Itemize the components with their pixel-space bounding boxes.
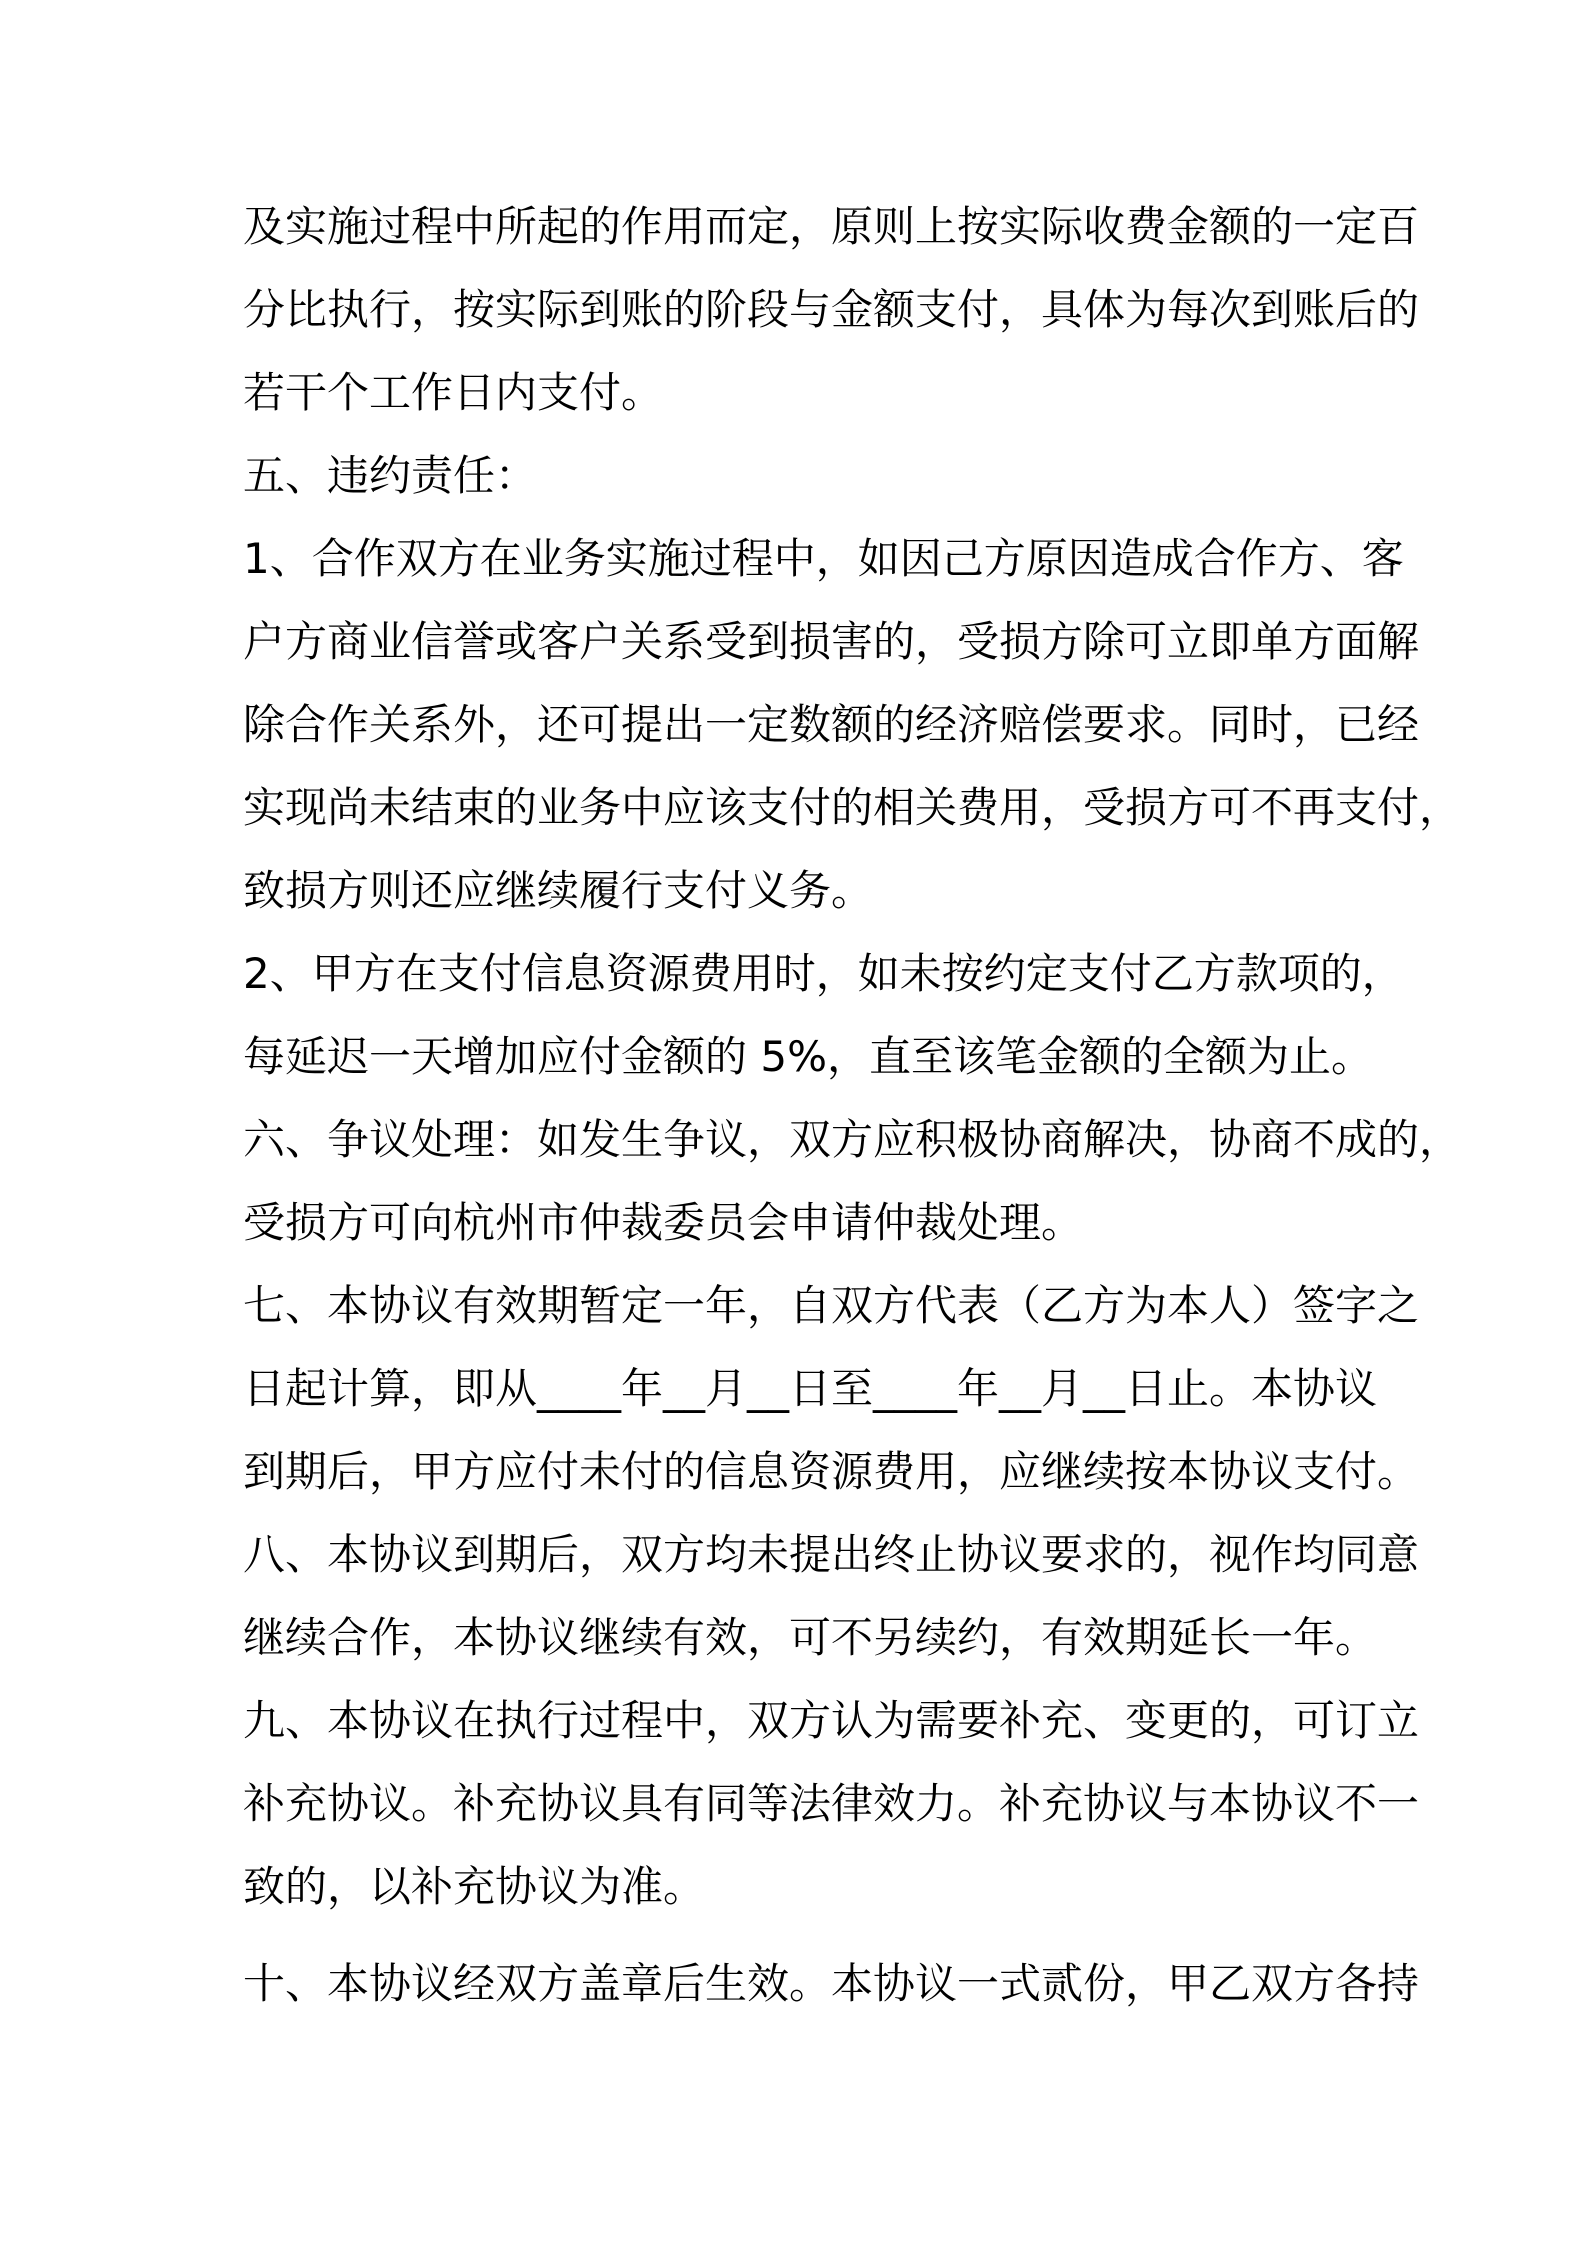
section-heading: 五、违约责任： [243,451,538,500]
text-line: 1、合作双方在业务实施过程中，如因己方原因造成合作方、客 [243,534,1404,583]
text-line: 及实施过程中所起的作用而定，原则上按实际收费金额的一定百 [243,202,1420,251]
text-line: 十、本协议经双方盖章后生效。本协议一式贰份，甲乙双方各持 [243,1959,1420,2008]
text-line: 六、争议处理：如发生争议，双方应积极协商解决，协商不成的， [243,1115,1462,1164]
text-line: 日起计算，即从____年__月__日至____年__月__日止。本协议 [243,1364,1378,1413]
text-line: 八、本协议到期后，双方均未提出终止协议要求的，视作均同意 [243,1530,1420,1579]
text-line: 分比执行，按实际到账的阶段与金额支付，具体为每次到账后的 [243,285,1420,334]
text-line: 致的，以补充协议为准。 [243,1862,706,1911]
text-line: 致损方则还应继续履行支付义务。 [243,866,874,915]
text-line: 七、本协议有效期暂定一年，自双方代表（乙方为本人）签字之 [243,1281,1420,1330]
text-line: 继续合作，本协议继续有效，可不另续约，有效期延长一年。 [243,1613,1378,1662]
text-line: 到期后，甲方应付未付的信息资源费用，应继续按本协议支付。 [243,1447,1420,1496]
text-line: 实现尚未结束的业务中应该支付的相关费用，受损方可不再支付， [243,783,1462,832]
text-line: 2、甲方在支付信息资源费用时，如未按约定支付乙方款项的， [243,949,1404,998]
text-line: 每延迟一天增加应付金额的 5%，直至该笔金额的全额为止。 [243,1032,1373,1081]
text-line: 户方商业信誉或客户关系受到损害的，受损方除可立即单方面解 [243,617,1420,666]
text-line: 除合作关系外，还可提出一定数额的经济赔偿要求。同时，已经 [243,700,1420,749]
text-line: 九、本协议在执行过程中，双方认为需要补充、变更的，可订立 [243,1696,1420,1745]
text-line: 补充协议。补充协议具有同等法律效力。补充协议与本协议不一 [243,1779,1420,1828]
text-line: 若干个工作日内支付。 [243,368,664,417]
text-line: 受损方可向杭州市仲裁委员会申请仲裁处理。 [243,1198,1084,1247]
